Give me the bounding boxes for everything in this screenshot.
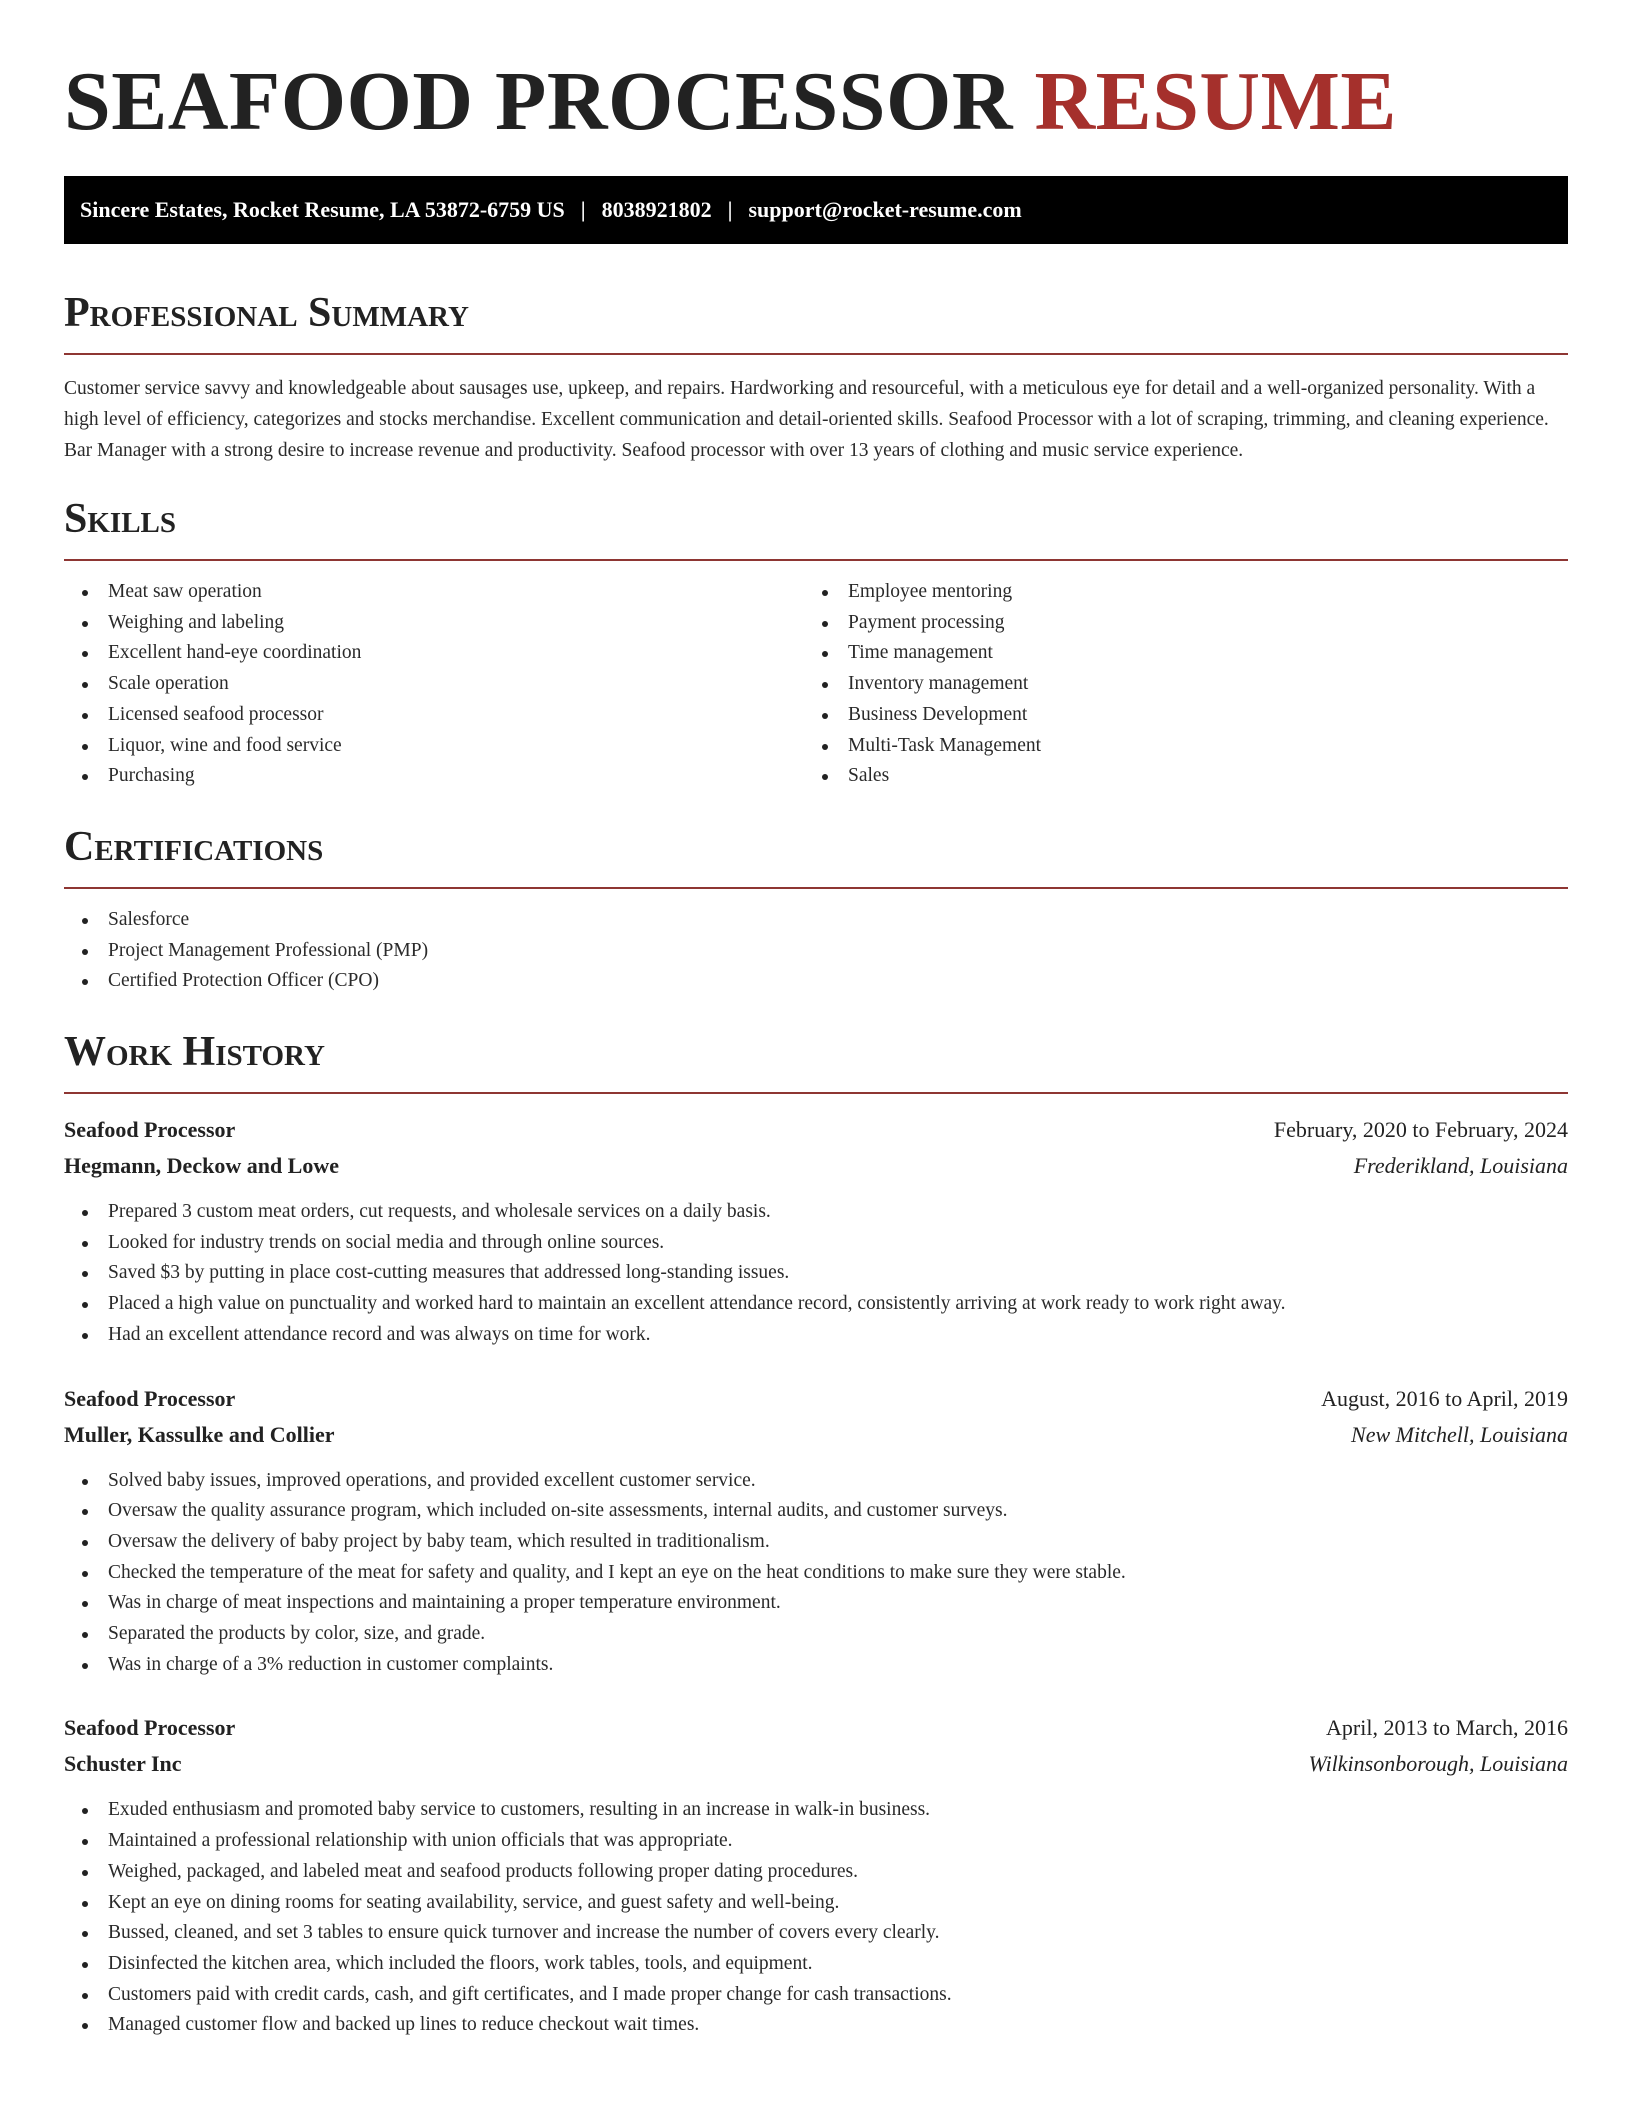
job-entry [64,1381,1568,1681]
skill-item: Licensed seafood processor [64,700,804,731]
job-bullet: Managed customer flow and backed up lines to reduce checkout wait times. [64,2010,1568,2041]
job-bullets [64,1197,1568,1351]
job-header-row [64,1381,1568,1417]
job-company-row [64,1148,1568,1184]
contact-email: support@rocket-resume.com [748,197,1022,222]
job-location: New Mitchell, Louisiana [1351,1421,1568,1447]
skill-item: Liquor, wine and food service [64,731,804,762]
skill-item: Weighing and labeling [64,608,804,639]
section-divider [64,559,1568,561]
resume-title [64,55,1568,148]
job-header-row [64,1710,1568,1746]
skills-columns [64,577,1568,792]
skill-item: Meat saw operation [64,577,804,608]
skill-item: Employee mentoring [804,577,1544,608]
job-location: Wilkinsonborough, Louisiana [1308,1751,1568,1777]
certifications-list [64,905,1568,997]
work-history-section [64,1027,1568,2041]
section-heading: Skills [64,496,177,542]
job-dates: February, 2020 to February, 2024 [1273,1117,1568,1143]
job-bullet: Kept an eye on dining rooms for seating availability, service, and guest safety and well-being. [64,1888,1568,1919]
certification-item: Certified Protection Officer (CPO) [64,966,1568,997]
job-bullet: Customers paid with credit cards, cash, and gift certificates, and I made proper change for cash transactions. [64,1980,1568,2011]
section-divider [64,887,1568,889]
skills-section [64,494,1568,792]
certification-item: Salesforce [64,905,1568,936]
job-bullet: Checked the temperature of the meat for safety and quality, and I kept an eye on the heat conditions to make sure they were stable. [64,1558,1568,1589]
summary-text: Customer service savvy and knowledgeable about sausages use, upkeep, and repairs. Hardworking and resourceful, with a meticulous eye for detail and a well-organized personality. With a high level of efficiency, categorizes and stocks merchandise. Excellent communication and detail-oriented skills. Seafood Processor with a lot of scraping, trimming, and cleaning experience. Bar Manager with a strong desire to increase revenue and productivity. Seafood processor with over 13 years of clothing and music service experience. [64,378,1549,461]
certification-item: Project Management Professional (PMP) [64,936,1568,967]
resume-page [64,0,1568,2041]
skill-item: Inventory management [804,669,1544,700]
job-company: Schuster Inc [64,1751,182,1777]
job-dates: August, 2016 to April, 2019 [1321,1385,1568,1411]
resume-title-accent: RESUME [1034,55,1397,148]
skill-item: Purchasing [64,761,804,792]
job-entry [64,1112,1568,1351]
job-company-row [64,1746,1568,1782]
job-bullet: Weighed, packaged, and labeled meat and seafood products following proper dating procedures. [64,1857,1568,1888]
section-heading: Certifications [64,823,324,870]
contact-separator: | [580,197,586,222]
skill-item: Time management [804,638,1544,669]
job-bullet: Oversaw the delivery of baby project by baby team, which resulted in traditionalism. [64,1527,1568,1558]
job-bullet: Disinfected the kitchen area, which included the floors, work tables, tools, and equipment. [64,1949,1568,1980]
job-company: Muller, Kassulke and Collier [64,1421,335,1447]
job-bullet: Saved $3 by putting in place cost-cutting measures that addressed long-standing issues. [64,1258,1568,1289]
skill-item: Scale operation [64,669,804,700]
job-company: Hegmann, Deckow and Lowe [64,1153,340,1179]
section-divider [64,353,1568,355]
job-bullet: Prepared 3 custom meat orders, cut requests, and wholesale services on a daily basis. [64,1197,1568,1228]
skill-item: Multi-Task Management [804,731,1544,762]
section-divider [64,1092,1568,1094]
resume-title-main: SEAFOOD PROCESSOR [64,55,1013,148]
skill-item: Sales [804,761,1544,792]
job-bullet: Placed a high value on punctuality and worked hard to maintain an excellent attendance record, consistently arriving at work ready to work right away. [64,1289,1568,1320]
contact-address: Sincere Estates, Rocket Resume, LA 53872-6759 US [80,197,565,222]
job-bullet: Had an excellent attendance record and was always on time for work. [64,1320,1568,1351]
skill-item: Business Development [804,700,1544,731]
job-title: Seafood Processor [64,1117,236,1143]
job-bullet: Looked for industry trends on social media and through online sources. [64,1228,1568,1259]
job-bullet: Was in charge of meat inspections and maintaining a proper temperature environment. [64,1588,1568,1619]
job-dates: April, 2013 to March, 2016 [1326,1715,1568,1741]
certifications-section [64,822,1568,997]
job-bullet: Exuded enthusiasm and promoted baby service to customers, resulting in an increase in walk-in business. [64,1795,1568,1826]
job-bullet: Maintained a professional relationship with union officials that was appropriate. [64,1826,1568,1857]
job-header-row [64,1112,1568,1148]
section-heading: Work History [64,1029,325,1076]
job-bullet: Bussed, cleaned, and set 3 tables to ensure quick turnover and increase the number of covers every clearly. [64,1918,1568,1949]
job-bullets [64,1795,1568,2041]
contact-separator: | [727,197,733,222]
skills-list-left [64,577,804,792]
job-bullet: Separated the products by color, size, and grade. [64,1619,1568,1650]
skill-item: Excellent hand-eye coordination [64,638,804,669]
professional-summary-section [64,288,1568,466]
job-company-row [64,1417,1568,1453]
job-title: Seafood Processor [64,1385,236,1411]
job-entry [64,1710,1568,2041]
job-bullet: Was in charge of a 3% reduction in customer complaints. [64,1650,1568,1681]
job-title: Seafood Processor [64,1715,236,1741]
contact-bar [64,176,1568,244]
section-heading: Professional Summary [64,290,469,336]
job-bullets [64,1466,1568,1681]
skills-list-right [804,577,1544,792]
job-location: Frederikland, Louisiana [1353,1153,1568,1179]
job-bullet: Oversaw the quality assurance program, which included on-site assessments, internal audits, and customer surveys. [64,1496,1568,1527]
skill-item: Payment processing [804,608,1544,639]
contact-phone: 8038921802 [601,197,712,222]
job-bullet: Solved baby issues, improved operations, and provided excellent customer service. [64,1466,1568,1497]
